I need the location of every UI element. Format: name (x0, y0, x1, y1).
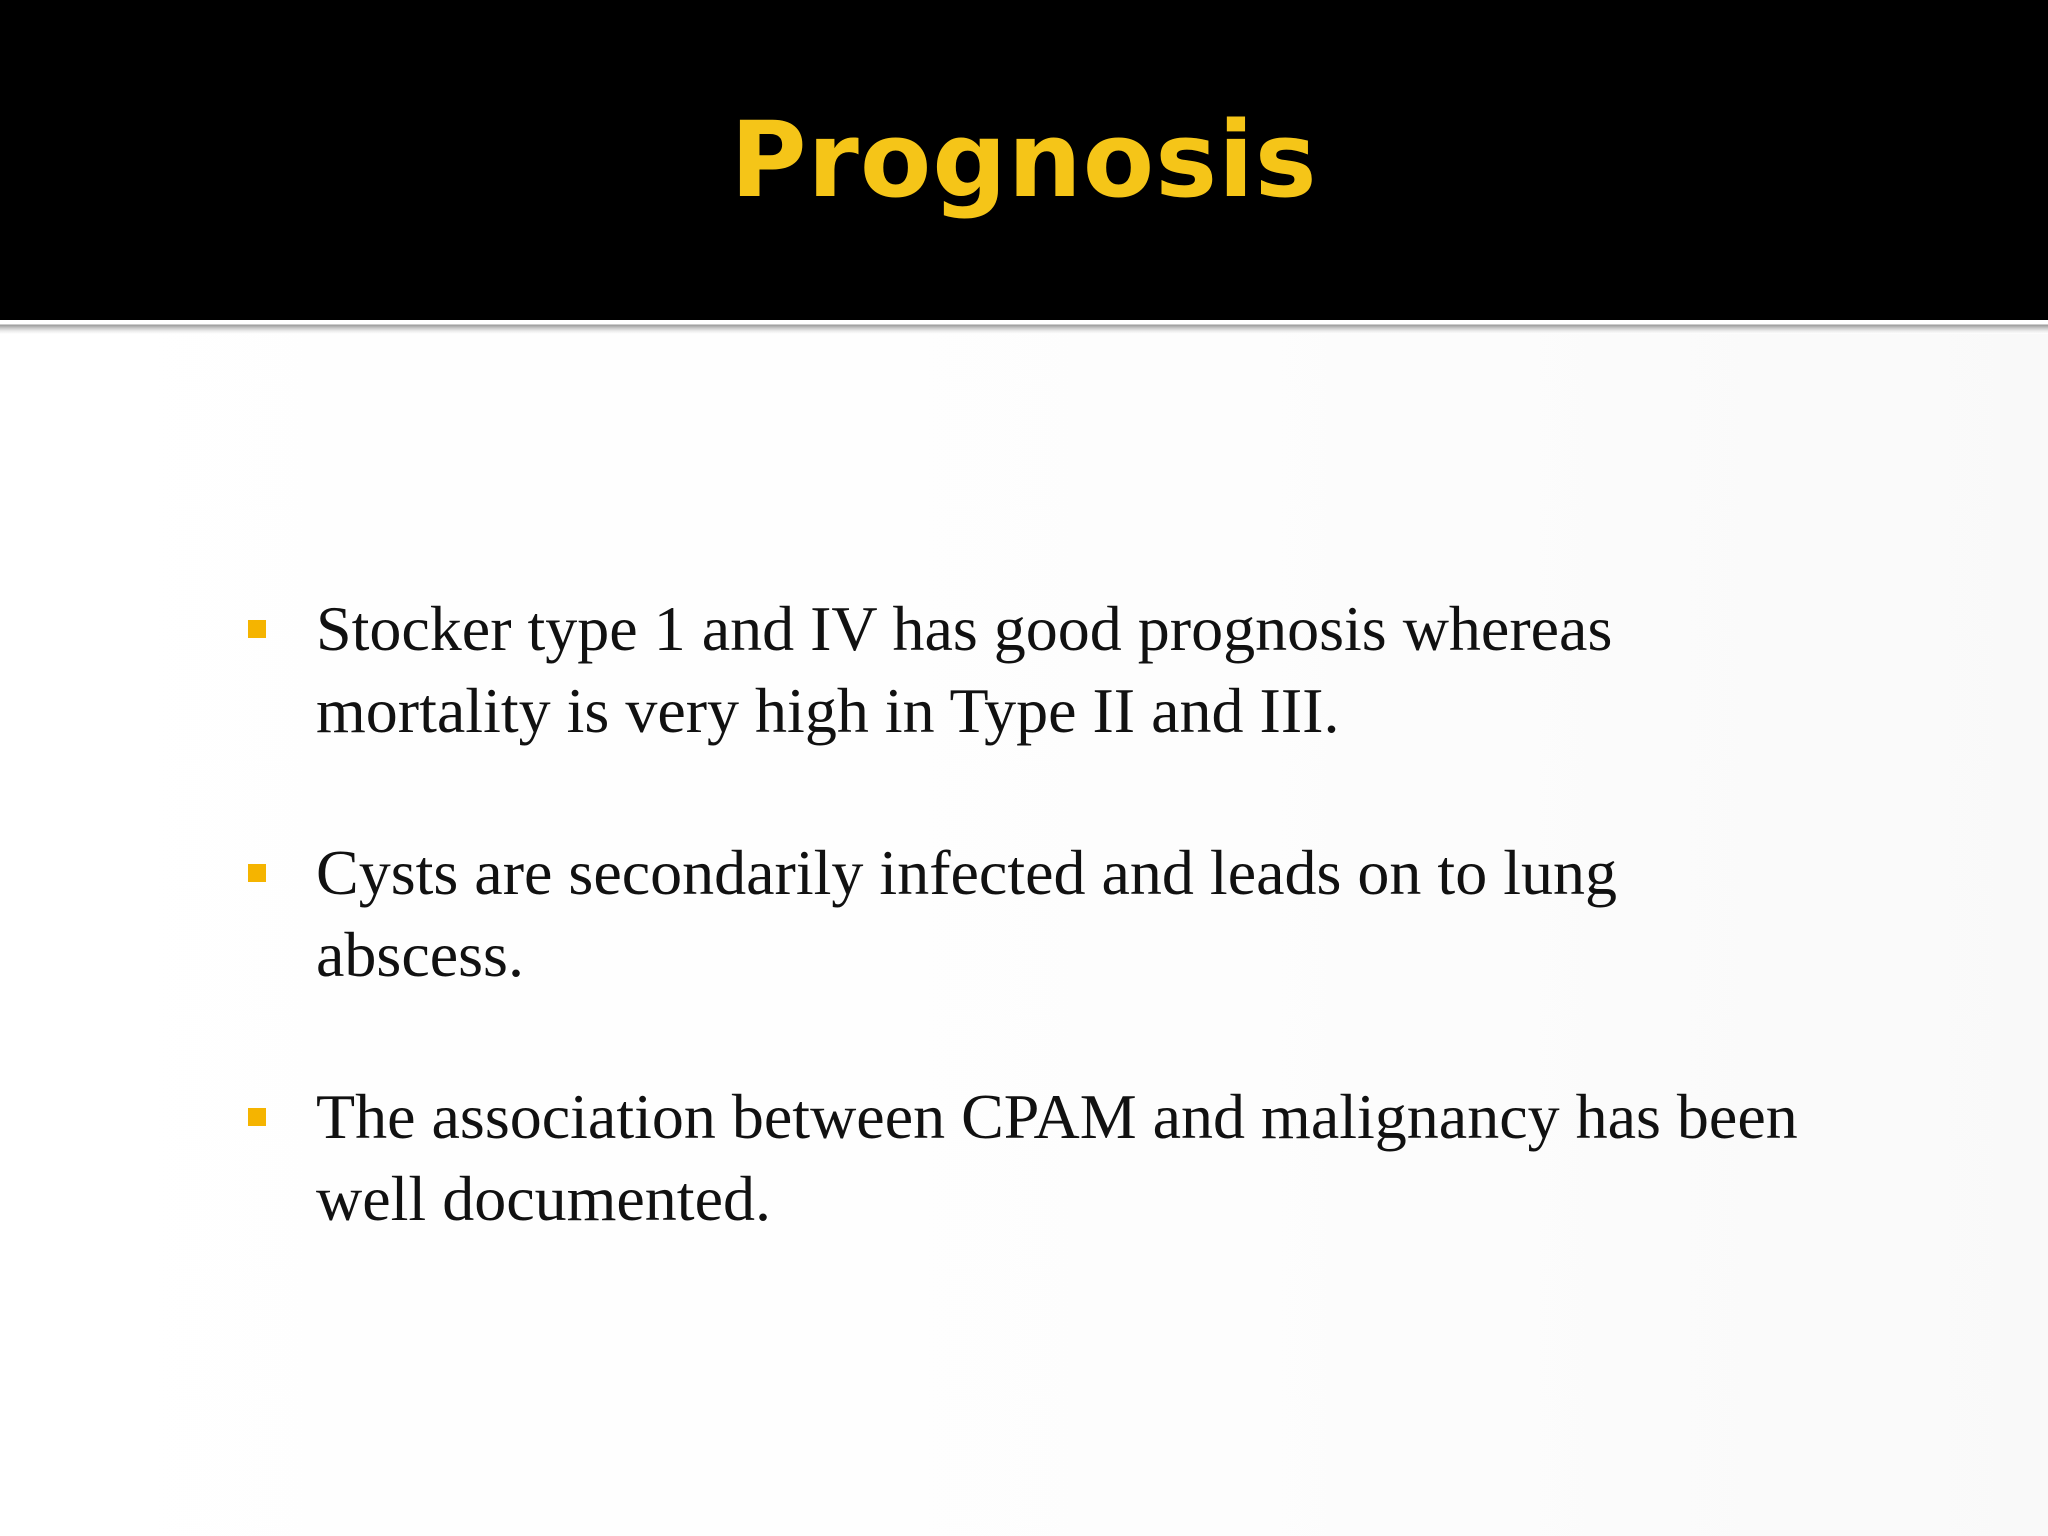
bullet-list (240, 588, 1800, 1320)
bullet-item (240, 832, 1800, 996)
bullet-text: The association between CPAM and malignancy has been well documented. (316, 1081, 1798, 1234)
bullet-text: Stocker type 1 and IV has good prognosis whereas mortality is very high in Type II and III. (316, 593, 1613, 746)
square-bullet-icon (248, 620, 266, 638)
square-bullet-icon (248, 864, 266, 882)
bullet-item (240, 588, 1800, 752)
slide-title: Prognosis (730, 99, 1318, 221)
title-divider (0, 320, 2048, 334)
square-bullet-icon (248, 1108, 266, 1126)
bullet-text: Cysts are secondarily infected and leads on to lung abscess. (316, 837, 1617, 990)
title-bar (0, 0, 2048, 320)
bullet-item (240, 1076, 1800, 1240)
